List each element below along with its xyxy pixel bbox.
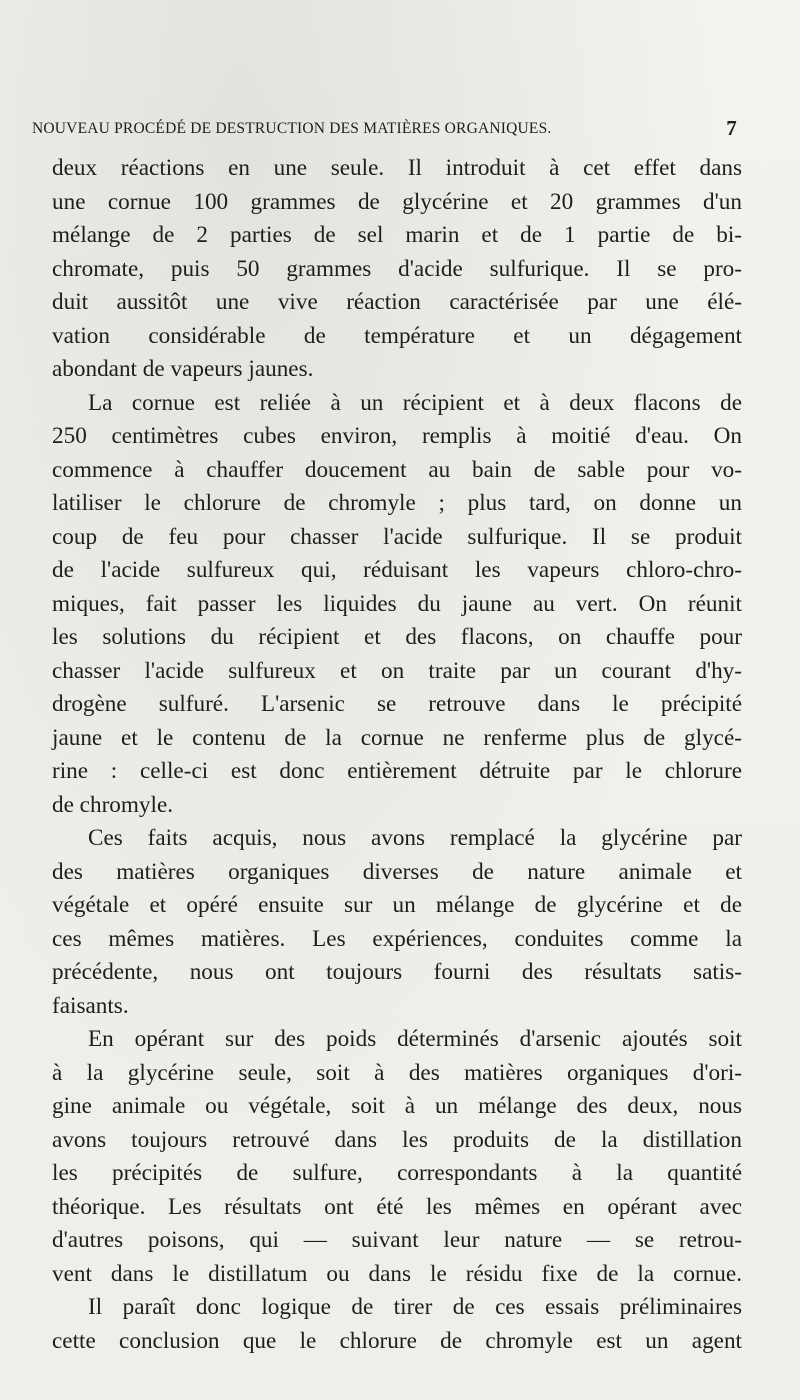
text-line: avons toujours retrouvé dans les produits de la distillation xyxy=(52,1126,742,1153)
text-line: jaune et le contenu de la cornue ne renferme plus de glycé- xyxy=(52,724,742,751)
text-line: les solutions du récipient et des flacons, on chauffe pour xyxy=(52,624,742,650)
text-line: rine : celle-ci est donc entièrement détruite par le chlorure xyxy=(52,758,742,784)
text-line: mélange de 2 parties de sel marin et de 1 partie de bi- xyxy=(52,222,742,248)
text-line: faisants. xyxy=(52,992,129,1019)
page-number: 7 xyxy=(726,116,737,140)
text-line: miques, fait passer les liquides du jaune au vert. On réunit xyxy=(52,590,742,617)
text-line: abondant de vapeurs jaunes. xyxy=(52,356,314,382)
text-line: une cornue 100 grammes de glycérine et 20 grammes d'un xyxy=(52,188,742,215)
text-line: deux réactions en une seule. Il introduit à cet effet dans xyxy=(52,155,742,181)
text-line: Il paraît donc logique de tirer de ces essais préliminaires xyxy=(88,1294,742,1320)
running-header xyxy=(32,116,737,146)
text-line: duit aussitôt une vive réaction caractérisée par une élé- xyxy=(52,289,742,315)
text-line: d'autres poisons, qui — suivant leur nature — se retrou- xyxy=(52,1227,742,1253)
running-title: NOUVEAU PROCÉDÉ DE DESTRUCTION DES MATIÈRES ORGANIQUES. xyxy=(32,120,552,137)
text-line: de chromyle. xyxy=(52,791,174,818)
text-line: gine animale ou végétale, soit à un mélange des deux, nous xyxy=(52,1093,742,1119)
text-line: vent dans le distillatum ou dans le résidu fixe de la cornue. xyxy=(52,1260,742,1287)
text-line: Ces faits acquis, nous avons remplacé la glycérine par xyxy=(88,825,742,851)
body-text xyxy=(52,152,742,1358)
text-line: 250 centimètres cubes environ, remplis à moitié d'eau. On xyxy=(52,423,742,449)
text-line: drogène sulfuré. L'arsenic se retrouve dans le précipité xyxy=(52,691,742,717)
text-line: En opérant sur des poids déterminés d'arsenic ajoutés soit xyxy=(88,1026,742,1052)
text-line: de l'acide sulfureux qui, réduisant les vapeurs chloro-chro- xyxy=(52,557,742,583)
text-line: chromate, puis 50 grammes d'acide sulfurique. Il se pro- xyxy=(52,255,742,282)
text-line: végétale et opéré ensuite sur un mélange de glycérine et de xyxy=(52,892,742,918)
text-line: coup de feu pour chasser l'acide sulfurique. Il se produit xyxy=(52,523,742,550)
text-line: à la glycérine seule, soit à des matières organiques d'ori- xyxy=(52,1059,742,1086)
text-line: vation considérable de température et un dégagement xyxy=(52,322,742,349)
text-line: latiliser le chlorure de chromyle ; plus tard, on donne un xyxy=(52,490,742,516)
text-line: cette conclusion que le chlorure de chromyle est un agent xyxy=(52,1327,742,1354)
text-line: les précipités de sulfure, correspondants à la quantité xyxy=(52,1160,742,1186)
text-line: ces mêmes matières. Les expériences, conduites comme la xyxy=(52,925,742,952)
text-line: théorique. Les résultats ont été les mêmes en opérant avec xyxy=(52,1193,742,1220)
text-line: commence à chauffer doucement au bain de sable pour vo- xyxy=(52,456,742,483)
text-line: des matières organiques diverses de nature animale et xyxy=(52,858,742,885)
text-line: chasser l'acide sulfureux et on traite par un courant d'hy- xyxy=(52,657,742,684)
text-line: La cornue est reliée à un récipient et à deux flacons de xyxy=(88,389,742,416)
text-line: précédente, nous ont toujours fourni des résultats satis- xyxy=(52,959,742,985)
